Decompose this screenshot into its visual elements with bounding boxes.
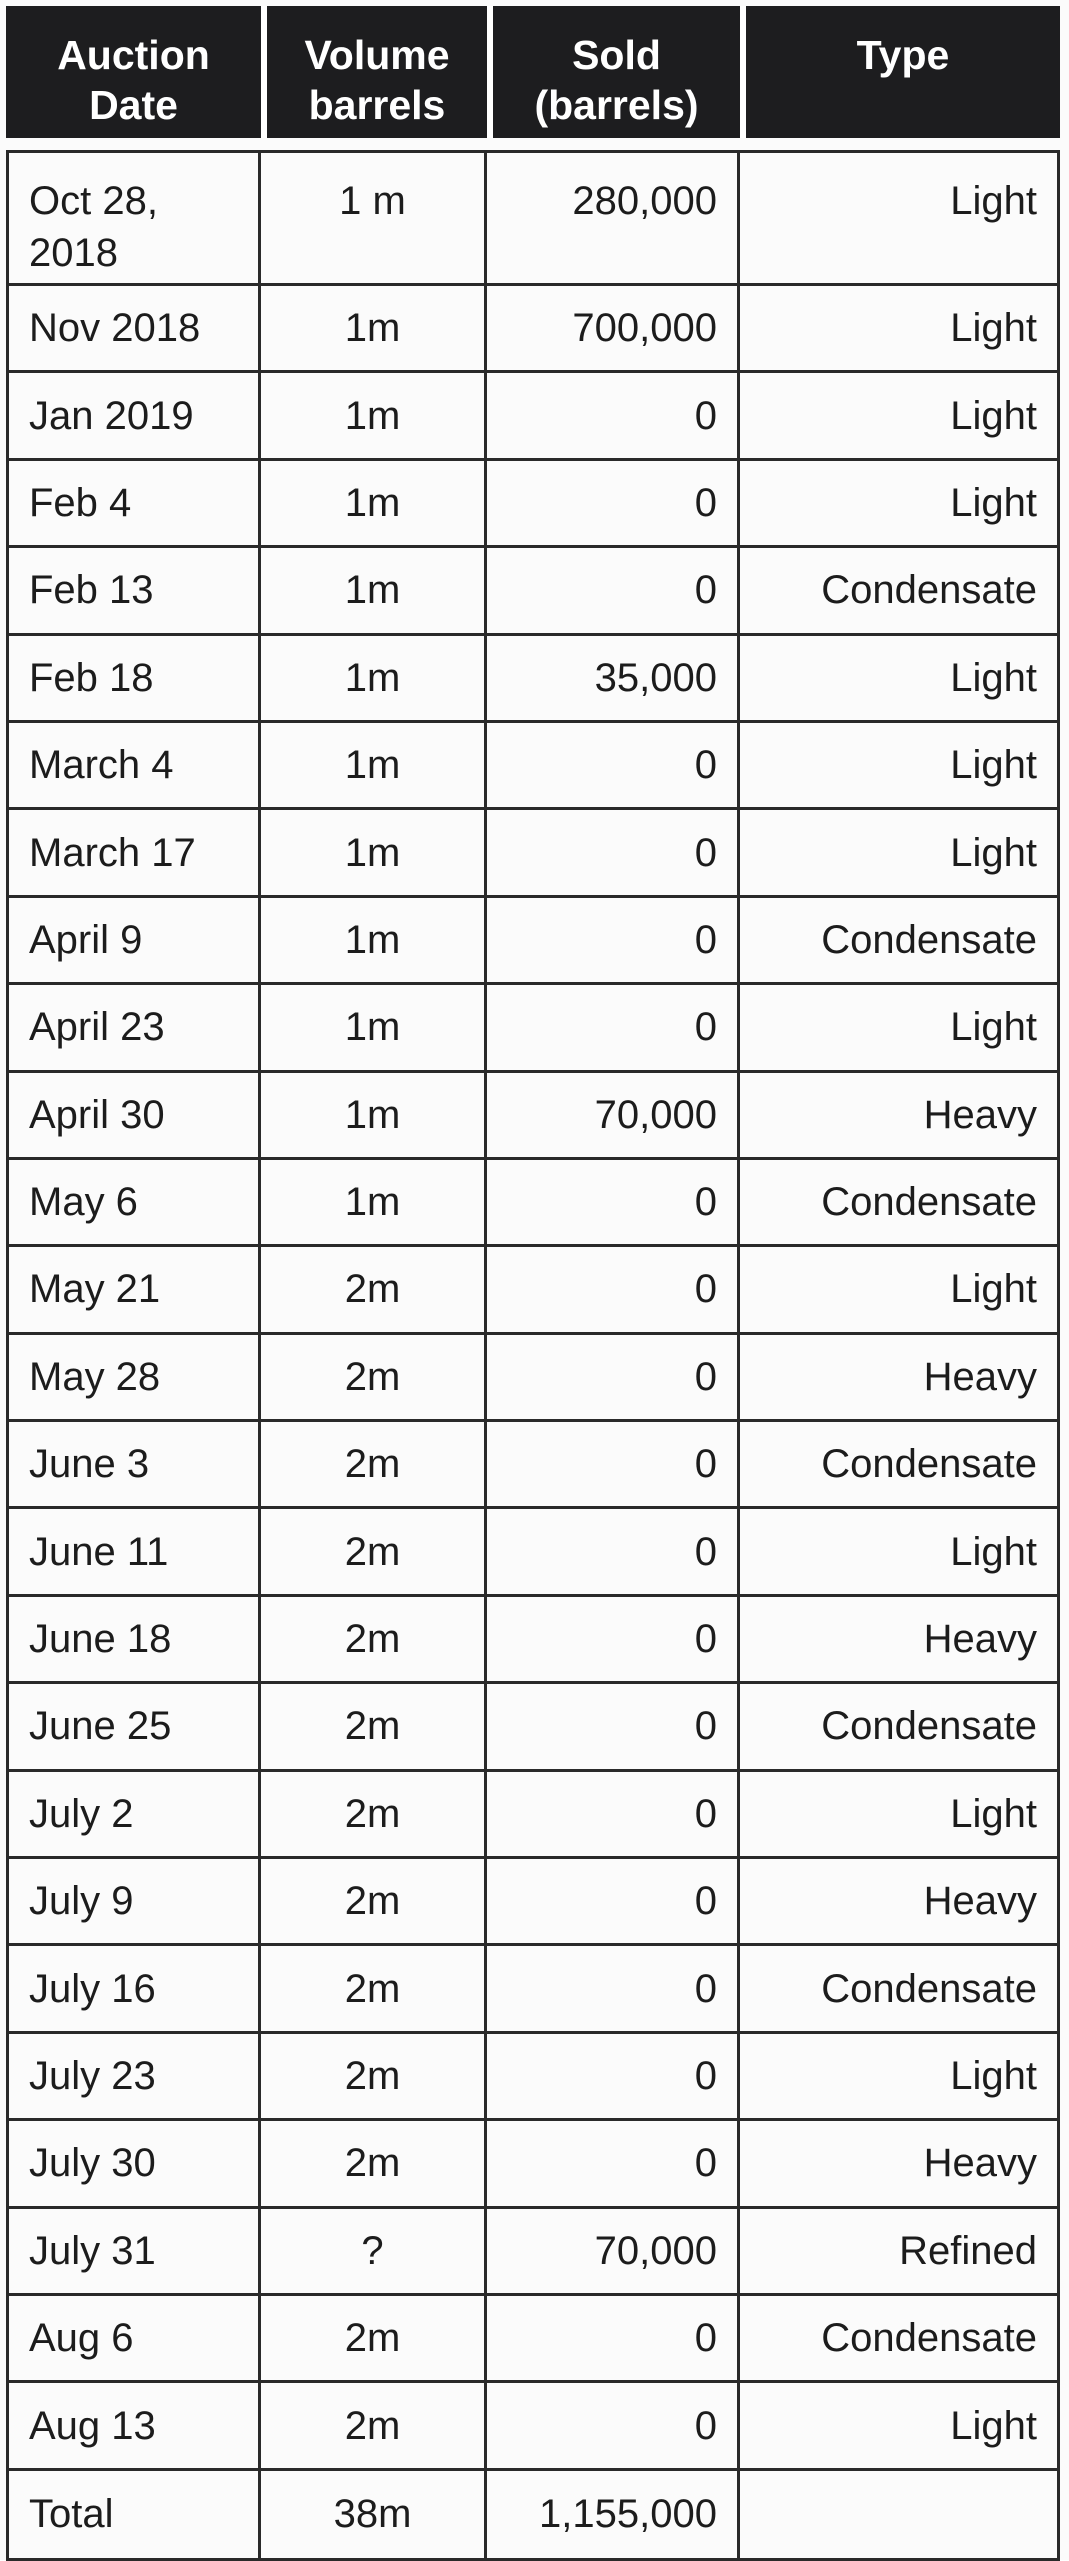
table-row xyxy=(6,1160,1060,1247)
header-sold-line2: (barrels) xyxy=(534,82,699,128)
cell-auction-date: Nov 2018 xyxy=(6,286,261,373)
table-row xyxy=(6,373,1060,460)
table-row xyxy=(6,2383,1060,2470)
cell-type: Light xyxy=(740,2383,1060,2470)
table-row xyxy=(6,898,1060,985)
cell-auction-date: May 28 xyxy=(6,1335,261,1422)
cell-volume: 1m xyxy=(261,810,487,897)
total-label: Total xyxy=(6,2471,261,2561)
table-row xyxy=(6,1422,1060,1509)
cell-type: Light xyxy=(740,373,1060,460)
cell-sold: 700,000 xyxy=(487,286,740,373)
cell-volume: 2m xyxy=(261,1597,487,1684)
cell-type: Light xyxy=(740,1509,1060,1596)
table-row xyxy=(6,985,1060,1072)
header-auction-date-line2: Date xyxy=(89,82,178,128)
table-row xyxy=(6,2209,1060,2296)
cell-auction-date: April 23 xyxy=(6,985,261,1072)
table-row xyxy=(6,1859,1060,1946)
header-type xyxy=(740,6,1060,138)
cell-sold: 0 xyxy=(487,1335,740,1422)
cell-sold: 0 xyxy=(487,461,740,548)
table-row xyxy=(6,2121,1060,2208)
cell-type: Heavy xyxy=(740,1859,1060,1946)
cell-sold: 0 xyxy=(487,723,740,810)
cell-auction-date: April 9 xyxy=(6,898,261,985)
cell-volume: 2m xyxy=(261,1772,487,1859)
table-row xyxy=(6,723,1060,810)
cell-sold: 0 xyxy=(487,2121,740,2208)
header-volume-line1: Volume xyxy=(304,32,450,78)
cell-type: Light xyxy=(740,461,1060,548)
cell-auction-date: Feb 18 xyxy=(6,636,261,723)
cell-sold: 0 xyxy=(487,1946,740,2033)
cell-type: Condensate xyxy=(740,1684,1060,1771)
cell-type: Condensate xyxy=(740,548,1060,635)
cell-volume: ? xyxy=(261,2209,487,2296)
cell-type: Light xyxy=(740,723,1060,810)
cell-auction-date: Jan 2019 xyxy=(6,373,261,460)
cell-sold: 0 xyxy=(487,1597,740,1684)
cell-type: Heavy xyxy=(740,1073,1060,1160)
cell-type: Light xyxy=(740,286,1060,373)
cell-auction-date: July 2 xyxy=(6,1772,261,1859)
cell-type: Heavy xyxy=(740,1597,1060,1684)
cell-auction-date: June 18 xyxy=(6,1597,261,1684)
cell-volume: 1m xyxy=(261,985,487,1072)
cell-auction-date: April 30 xyxy=(6,1073,261,1160)
cell-volume: 1 m xyxy=(261,150,487,286)
header-volume-line2: barrels xyxy=(308,82,446,128)
cell-volume: 1m xyxy=(261,636,487,723)
cell-type: Light xyxy=(740,985,1060,1072)
cell-volume: 2m xyxy=(261,1335,487,1422)
cell-auction-date: Aug 13 xyxy=(6,2383,261,2470)
cell-type: Condensate xyxy=(740,1422,1060,1509)
table-row xyxy=(6,1946,1060,2033)
cell-volume: 1m xyxy=(261,898,487,985)
table-row xyxy=(6,1335,1060,1422)
table-row xyxy=(6,548,1060,635)
cell-type: Condensate xyxy=(740,1160,1060,1247)
table-row xyxy=(6,1509,1060,1596)
cell-auction-date: March 17 xyxy=(6,810,261,897)
cell-sold: 280,000 xyxy=(487,150,740,286)
cell-sold: 0 xyxy=(487,2034,740,2121)
header-spacer xyxy=(6,138,1060,150)
table-row xyxy=(6,1772,1060,1859)
cell-volume: 1m xyxy=(261,1073,487,1160)
cell-sold: 0 xyxy=(487,1160,740,1247)
cell-sold: 0 xyxy=(487,810,740,897)
header-auction-date xyxy=(6,6,261,138)
cell-sold: 0 xyxy=(487,1859,740,1946)
cell-auction-date: Oct 28, 2018 xyxy=(6,150,261,286)
table-row xyxy=(6,1073,1060,1160)
table-row xyxy=(6,1684,1060,1771)
cell-volume: 2m xyxy=(261,1422,487,1509)
table-row xyxy=(6,810,1060,897)
cell-auction-date: May 21 xyxy=(6,1247,261,1334)
cell-volume: 2m xyxy=(261,1946,487,2033)
table-row xyxy=(6,286,1060,373)
cell-sold: 0 xyxy=(487,2383,740,2470)
header-type-label: Type xyxy=(856,32,950,78)
cell-volume: 1m xyxy=(261,723,487,810)
cell-auction-date: Aug 6 xyxy=(6,2296,261,2383)
cell-sold: 0 xyxy=(487,1772,740,1859)
total-row xyxy=(6,2471,1060,2561)
cell-auction-date: June 3 xyxy=(6,1422,261,1509)
cell-sold: 70,000 xyxy=(487,2209,740,2296)
header-gap xyxy=(6,138,1060,150)
total-sold: 1,155,000 xyxy=(487,2471,740,2561)
header-sold xyxy=(487,6,740,138)
table-row xyxy=(6,2296,1060,2383)
table-row xyxy=(6,150,1060,286)
cell-volume: 1m xyxy=(261,373,487,460)
table-row xyxy=(6,2034,1060,2121)
cell-volume: 2m xyxy=(261,2296,487,2383)
total-volume: 38m xyxy=(261,2471,487,2561)
cell-volume: 2m xyxy=(261,1859,487,1946)
cell-volume: 2m xyxy=(261,2034,487,2121)
cell-volume: 1m xyxy=(261,1160,487,1247)
cell-auction-date: July 31 xyxy=(6,2209,261,2296)
cell-volume: 1m xyxy=(261,286,487,373)
table-header xyxy=(6,6,1060,150)
cell-volume: 2m xyxy=(261,2121,487,2208)
auction-table xyxy=(6,6,1060,2561)
cell-sold: 0 xyxy=(487,373,740,460)
cell-sold: 0 xyxy=(487,985,740,1072)
table-body xyxy=(6,150,1060,2561)
table-row xyxy=(6,461,1060,548)
cell-volume: 2m xyxy=(261,1247,487,1334)
cell-auction-date: March 4 xyxy=(6,723,261,810)
cell-type: Light xyxy=(740,150,1060,286)
cell-type: Heavy xyxy=(740,2121,1060,2208)
cell-type: Light xyxy=(740,636,1060,723)
table-row xyxy=(6,636,1060,723)
cell-volume: 1m xyxy=(261,548,487,635)
cell-type: Refined xyxy=(740,2209,1060,2296)
cell-volume: 2m xyxy=(261,2383,487,2470)
header-volume xyxy=(261,6,487,138)
cell-sold: 70,000 xyxy=(487,1073,740,1160)
cell-type: Light xyxy=(740,2034,1060,2121)
cell-sold: 0 xyxy=(487,1509,740,1596)
cell-sold: 0 xyxy=(487,1247,740,1334)
header-auction-date-line1: Auction xyxy=(57,32,210,78)
cell-volume: 2m xyxy=(261,1509,487,1596)
cell-auction-date: July 9 xyxy=(6,1859,261,1946)
total-type xyxy=(740,2471,1060,2561)
table-row xyxy=(6,1597,1060,1684)
cell-volume: 2m xyxy=(261,1684,487,1771)
cell-type: Light xyxy=(740,1247,1060,1334)
cell-auction-date: May 6 xyxy=(6,1160,261,1247)
cell-type: Light xyxy=(740,1772,1060,1859)
cell-type: Condensate xyxy=(740,2296,1060,2383)
cell-sold: 0 xyxy=(487,548,740,635)
cell-auction-date: July 30 xyxy=(6,2121,261,2208)
cell-auction-date: July 23 xyxy=(6,2034,261,2121)
header-sold-line1: Sold xyxy=(572,32,661,78)
cell-auction-date: June 25 xyxy=(6,1684,261,1771)
cell-sold: 0 xyxy=(487,1684,740,1771)
cell-auction-date: Feb 13 xyxy=(6,548,261,635)
cell-sold: 0 xyxy=(487,898,740,985)
cell-type: Condensate xyxy=(740,898,1060,985)
cell-auction-date: Feb 4 xyxy=(6,461,261,548)
cell-volume: 1m xyxy=(261,461,487,548)
cell-sold: 35,000 xyxy=(487,636,740,723)
cell-auction-date: July 16 xyxy=(6,1946,261,2033)
table-row xyxy=(6,1247,1060,1334)
cell-type: Heavy xyxy=(740,1335,1060,1422)
cell-type: Condensate xyxy=(740,1946,1060,2033)
cell-sold: 0 xyxy=(487,1422,740,1509)
cell-sold: 0 xyxy=(487,2296,740,2383)
cell-auction-date: June 11 xyxy=(6,1509,261,1596)
cell-type: Light xyxy=(740,810,1060,897)
